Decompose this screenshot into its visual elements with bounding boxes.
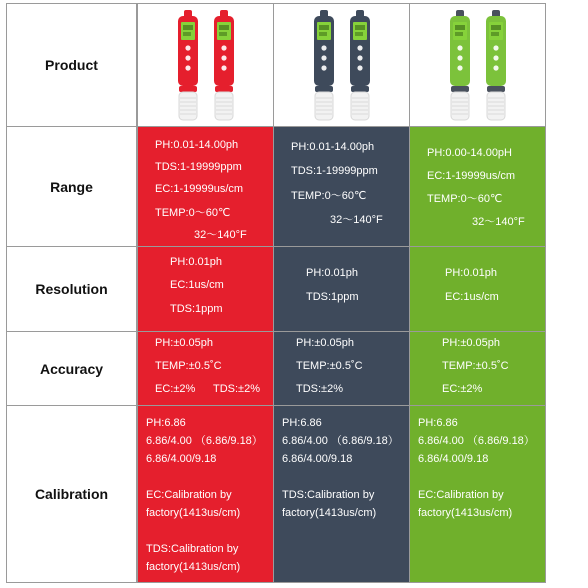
ph-meter-pen (450, 10, 470, 120)
pen-button (221, 45, 226, 50)
pen-display-digits (183, 32, 191, 36)
calibration-red-line: PH:6.86 (146, 417, 186, 429)
row-label-range-text: Range (50, 178, 93, 195)
row-label-product (6, 3, 137, 127)
row-label-range (6, 126, 137, 247)
pen-band (315, 86, 333, 92)
accuracy-cell-navy (273, 331, 410, 406)
pen-display-digits (319, 32, 327, 36)
range-red-line: TDS:1-19999ppm (155, 161, 242, 173)
pen-display (217, 22, 231, 40)
pen-band (179, 86, 197, 92)
range-red-line: PH:0.01-14.00ph (155, 139, 239, 151)
accuracy-navy-line: TDS:±2% (296, 383, 343, 395)
pen-display (317, 22, 331, 40)
pen-band (451, 86, 469, 92)
ph-meter-pen (314, 10, 334, 120)
accuracy-cell-green (409, 331, 546, 406)
row-label-resolution-text: Resolution (35, 281, 108, 297)
resolution-green-line: PH:0.01ph (445, 267, 497, 279)
pen-display-digits (319, 25, 329, 30)
calibration-green-line: PH:6.86 (418, 417, 458, 429)
pen-band (351, 86, 369, 92)
calibration-navy-line: PH:6.86 (282, 417, 322, 429)
pen-display-digits (491, 25, 501, 30)
ph-meter-pen (178, 10, 198, 120)
resolution-navy-line: TDS:1ppm (306, 291, 359, 303)
pen-display-digits (455, 32, 463, 36)
pen-button (357, 45, 362, 50)
resolution-red-line: TDS:1ppm (170, 303, 223, 315)
resolution-cell-green (409, 246, 546, 332)
range-cell-red (137, 126, 274, 247)
pen-display-digits (219, 32, 227, 36)
calibration-navy-line: 6.86/4.00/9.18 (282, 453, 353, 465)
row-label-resolution (6, 246, 137, 332)
pen-button (185, 45, 190, 50)
pen-button (221, 55, 226, 60)
calibration-cell-red (137, 405, 274, 583)
ph-meter-pen (214, 10, 234, 120)
pen-button (185, 65, 190, 70)
pen-display (181, 22, 195, 40)
product-image-navy (273, 3, 410, 127)
resolution-green-line: EC:1us/cm (445, 291, 499, 303)
accuracy-green-line: PH:±0.05ph (442, 337, 501, 349)
calibration-red-line: TDS:Calibration by (146, 543, 239, 555)
row-label-product-text: Product (45, 57, 98, 73)
calibration-green-line: factory(1413us/cm) (418, 507, 513, 519)
range-navy-line: PH:0.01-14.00ph (291, 141, 375, 153)
pen-display (453, 22, 467, 40)
calibration-red-line: EC:Calibration by (146, 489, 232, 501)
range-green-line: TEMP:0～60℃ (427, 193, 503, 205)
accuracy-green-line: TEMP:±0.5˚C (442, 360, 509, 372)
range-navy-line: TDS:1-19999ppm (291, 165, 378, 177)
pen-band (487, 86, 505, 92)
pen-display (489, 22, 503, 40)
pen-button (321, 55, 326, 60)
row-label-accuracy (6, 331, 137, 406)
calibration-red-line: factory(1413us/cm) (146, 507, 241, 519)
range-cell-green (409, 126, 546, 247)
resolution-navy-line: PH:0.01ph (306, 267, 358, 279)
range-red-line: 32～140°F (194, 229, 247, 241)
pen-button (493, 45, 498, 50)
pen-button (457, 65, 462, 70)
ph-meter-pens-green-image (410, 4, 545, 126)
accuracy-red-line: EC:±2% (155, 383, 196, 395)
accuracy-cell-red (137, 331, 274, 406)
accuracy-red-line: TEMP:±0.5˚C (155, 360, 222, 372)
range-cell-navy (273, 126, 410, 247)
calibration-green-line: 6.86/4.00/9.18 (418, 453, 489, 465)
pen-display (353, 22, 367, 40)
pen-display-digits (355, 25, 365, 30)
pen-display-digits (491, 32, 499, 36)
calibration-navy-line: 6.86/4.00 （6.86/9.18） (282, 435, 399, 447)
row-label-calibration-text: Calibration (34, 486, 109, 502)
range-green-line: PH:0.00-14.00pH (427, 147, 512, 159)
pen-band (215, 86, 233, 92)
calibration-green-line: 6.86/4.00 （6.86/9.18） (418, 435, 535, 447)
pen-button (185, 55, 190, 60)
row-label-accuracy-text: Accuracy (39, 360, 104, 377)
calibration-cell-green (409, 405, 546, 583)
pen-display-digits (219, 25, 229, 30)
accuracy-red-line: TDS:±2% (213, 383, 260, 395)
pen-display-digits (183, 25, 193, 30)
pen-button (357, 55, 362, 60)
ph-meter-pen (486, 10, 506, 120)
resolution-red-line: PH:0.01ph (170, 256, 222, 268)
accuracy-navy-line: TEMP:±0.5˚C (296, 360, 363, 372)
ph-meter-pens-red-image (138, 4, 273, 126)
pen-button (321, 45, 326, 50)
range-red-line: EC:1-19999us/cm (155, 183, 244, 195)
calibration-navy-line: TDS:Calibration by (282, 489, 375, 501)
product-image-red (137, 3, 274, 127)
calibration-red-line: 6.86/4.00/9.18 (146, 453, 217, 465)
range-green-line: EC:1-19999us/cm (427, 170, 516, 182)
range-red-line: TEMP:0～60℃ (155, 207, 231, 219)
pen-display-digits (355, 32, 363, 36)
pen-button (221, 65, 226, 70)
pen-button (457, 55, 462, 60)
pen-button (457, 45, 462, 50)
ph-meter-pen (350, 10, 370, 120)
accuracy-green-line: EC:±2% (442, 383, 483, 395)
pen-button (321, 65, 326, 70)
accuracy-red-line: PH:±0.05ph (155, 337, 214, 349)
row-label-calibration (6, 405, 137, 583)
resolution-cell-navy (273, 246, 410, 332)
calibration-cell-navy (273, 405, 410, 583)
ph-meter-pens-navy-image (274, 4, 409, 126)
accuracy-navy-line: PH:±0.05ph (296, 337, 355, 349)
pen-button (493, 65, 498, 70)
pen-button (493, 55, 498, 60)
product-image-green (409, 3, 546, 127)
range-navy-line: 32～140°F (330, 214, 383, 226)
calibration-green-line: EC:Calibration by (418, 489, 504, 501)
resolution-cell-red (137, 246, 274, 332)
calibration-red-line: 6.86/4.00 （6.86/9.18） (146, 435, 263, 447)
calibration-red-line: factory(1413us/cm) (146, 561, 241, 573)
calibration-navy-line: factory(1413us/cm) (282, 507, 377, 519)
resolution-red-line: EC:1us/cm (170, 279, 224, 291)
pen-display-digits (455, 25, 465, 30)
range-navy-line: TEMP:0～60℃ (291, 190, 367, 202)
range-green-line: 32～140°F (472, 216, 525, 228)
pen-button (357, 65, 362, 70)
